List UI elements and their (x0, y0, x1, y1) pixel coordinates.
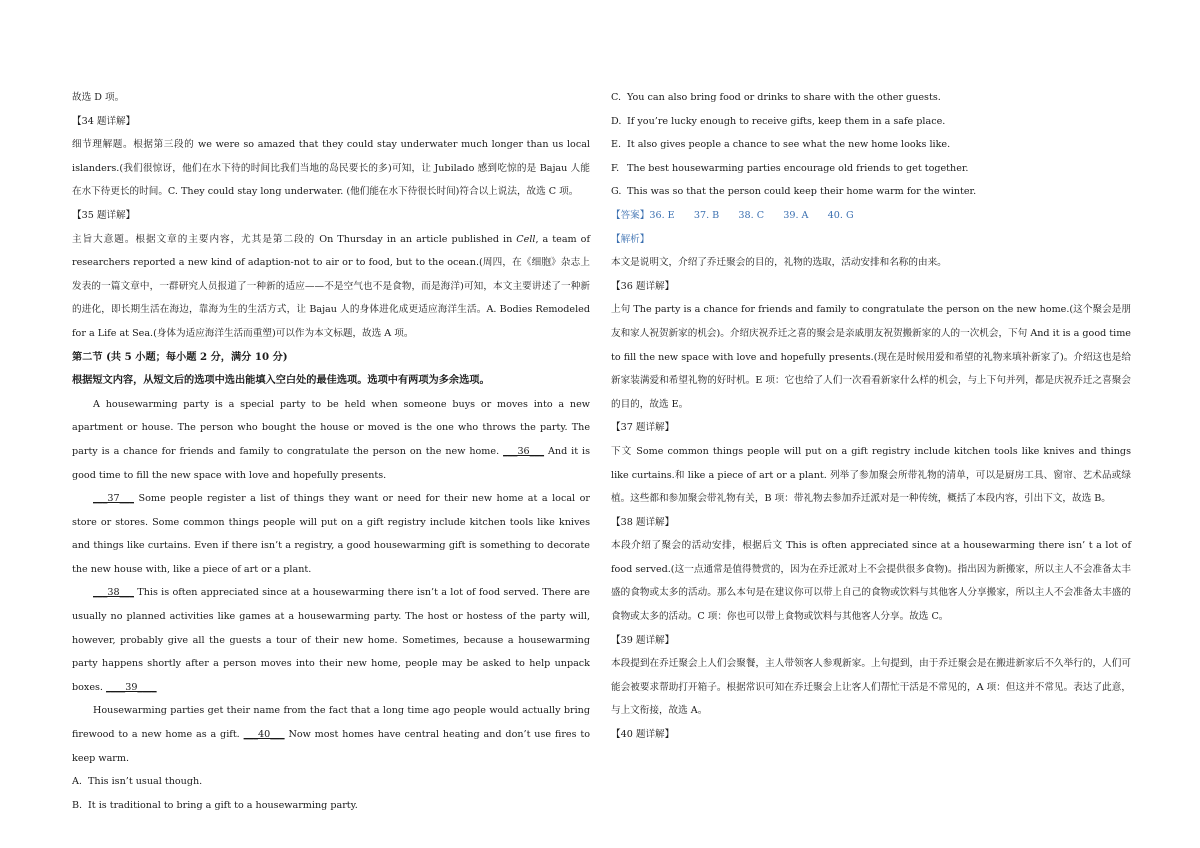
option-letter: C. (611, 92, 622, 103)
option-text: If you’re lucky enough to receive gifts, keep them in a safe place. (627, 115, 946, 127)
q34-explanation: 细节理解题。根据第三段的 we were so amazed that they could stay underwater much longer than us local islanders.(我们很惊讶，他们在水下待的时间比我们当地的岛民要长的多)可知，让 Jubilado 感到吃惊的是 Bajau 人能在水下待更长的时间。C. They could stay long underwater. (他们能在水下待很长时间)符合以上说法，故选 C 项。 (72, 139, 590, 198)
option-b (72, 794, 590, 818)
blank-38: ___38___ (93, 587, 134, 599)
blank-37: ___37___ (93, 493, 134, 505)
option-text: This isn’t usual though. (88, 776, 203, 788)
passage-text: This is often appreciated since at a housewarming there isn’t a lot of food served. There are usually no planned activities like games at a housewarming party. The host or hostess of the party will, however, probably give all the guests a tour of their new home. Sometimes, because a housewarming party happens shortly after a person moves into their new home, people may be asked to help unpack boxes. (72, 587, 590, 693)
passage-text: A housewarming party is a special party to be held when someone buys or moves into a new apartment or house. The person who bought the house or moved is the one who throws the party. The party is a chance for friends and family to congratulate the person on the new home. (72, 398, 590, 457)
option-letter: B. (72, 799, 83, 811)
option-letter: E. (611, 139, 622, 151)
passage-paragraph-2 (72, 487, 590, 581)
passage-text: Some people register a list of things they want or need for their new home at a local or store or stores. Some common things people will put on a gift registry include kitchen tools like knives and things like curtains. Even if there isn’t a registry, a good housewarming gift is something to decorate the new house with, like a piece of art or a plant. (72, 493, 590, 575)
q34-heading: 【34 题详解】 (72, 115, 136, 127)
passage-paragraph-3 (72, 581, 590, 699)
option-text: It is traditional to bring a gift to a housewarming party. (88, 799, 358, 811)
option-text: You can also bring food or drinks to share with the other guests. (627, 92, 941, 103)
option-letter: G. (611, 186, 622, 198)
blank-40: ___40___ (243, 729, 285, 741)
passage-text: And it is good time to fill the new space with love and hopefully presents. (72, 445, 590, 481)
q37-heading: 【37 题详解】 (611, 422, 675, 434)
passage-text: Now most homes have central heating and don’t use fires to keep warm. (72, 729, 590, 764)
q39-heading: 【39 题详解】 (611, 634, 675, 646)
section-title: 第二节 (共 5 小题；每小题 2 分，满分 10 分) (72, 350, 288, 363)
passage-paragraph-4 (72, 699, 590, 770)
option-text: It also gives people a chance to see what the new home looks like. (627, 139, 951, 151)
option-text: This was so that the person could keep their home warm for the winter. (627, 186, 977, 198)
option-letter: F. (611, 162, 620, 174)
blank-39: ____39____ (106, 681, 157, 693)
option-text: The best housewarming parties encourage old friends to get together. (627, 162, 969, 174)
option-f (611, 157, 1131, 181)
option-g (611, 180, 1131, 204)
q38-heading: 【38 题详解】 (611, 516, 675, 528)
q35-explanation (72, 228, 590, 346)
passage-summary: 本文是说明文，介绍了乔迁聚会的目的，礼物的选取，活动安排和名称的由来。 (611, 257, 947, 269)
answer-keys: 36. E 37. B 38. C 39. A 40. G (649, 209, 854, 221)
q39-explanation: 本段提到在乔迁聚会上人们会聚餐，主人带领客人参观新家。上句提到，由于乔迁聚会是在搬进新家后不久举行的，人们可能会被要求帮助打开箱子。根据常识可知在乔迁聚会上让客人们帮忙干活是不常见的，A 项：但这并不常见。表达了此意，与上文衔接，故选 A。 (611, 658, 1131, 717)
option-a (72, 770, 590, 794)
q37-explanation: 下文 Some common things people will put on a gift registry include kitchen tools like knives and things like curtains.和 like a piece of art or a plant. 列举了参加聚会所带礼物的清单，可以是厨房工具、窗帘、艺术品或绿植。这些都和参加聚会带礼物有关，B 项：带礼物去参加乔迁派对是一种传统，概括了本段内容，引出下文，故选 B。 (611, 445, 1131, 505)
q36-heading: 【36 题详解】 (611, 280, 675, 292)
journal-name: Cell (516, 233, 536, 245)
option-letter: A. (72, 776, 82, 788)
q36-explanation: 上句 The party is a chance for friends and family to congratulate the person on the new home.(这个聚会是朋友和家人祝贺新家的机会)。介绍庆祝乔迁之喜的聚会是亲戚朋友祝贺搬新家的人的一次机会，下句 And it is a good time to fill the new space with love and hopefully presents.(现在是时候用爱和希望的礼物来填补新家了)。介绍这也是给新家装满爱和希望礼物的好时机。E 项：它也给了人们一次看看新家什么样的机会，与上下句并列，都是庆祝乔迁之喜聚会的目的，故选 E。 (611, 304, 1131, 410)
q35-text-a: 主旨大意题。根据文章的主要内容，尤其是第二段的 On Thursday in an article published in (72, 233, 517, 245)
analysis-label: 【解析】 (611, 233, 650, 245)
passage-paragraph-1 (72, 393, 590, 487)
conclusion-line: 故选 D 项。 (72, 92, 125, 103)
q35-text-b: , a team of researchers reported a new kind of adaption-not to air or to food, but to the ocean.(周四，在《细胞》杂志上发表的一篇文章中，一群研究人员报道了一种新的适应——不是空气也不是食物，而是海洋)可知，本文主要讲述了一种新的进化，即长期生活在海边，靠海为生的生活方式，让 Bajau 人的身体进化成更适应海洋生活。A. Bodies Remodeled for a Life at Sea.(身体为适应海洋生活而重塑)可以作为本文标题，故选 A 项。 (72, 233, 590, 339)
option-e (611, 133, 1131, 157)
option-c (611, 86, 1131, 110)
right-column (611, 86, 1131, 747)
left-column (72, 86, 590, 817)
passage-text: Housewarming parties get their name from the fact that a long time ago people would actually bring firewood to a new home as a gift. (72, 705, 590, 741)
answer-line (611, 204, 1131, 228)
answer-label: 【答案】 (611, 209, 650, 221)
q40-heading: 【40 题详解】 (611, 729, 675, 741)
option-d (611, 110, 1131, 134)
option-letter: D. (611, 115, 622, 127)
section-instruction: 根据短文内容，从短文后的选项中选出能填入空白处的最佳选项。选项中有两项为多余选项。 (72, 374, 490, 387)
q35-heading: 【35 题详解】 (72, 209, 136, 221)
blank-36: ___36___ (503, 445, 545, 457)
q38-explanation: 本段介绍了聚会的活动安排，根据后文 This is often appreciated since at a housewarming there isn’ t a lot of food served.(这一点通常是值得赞赏的，因为在乔迁派对上不会提供很多食物)。指出因为新搬家，所以主人不会准备太丰盛的食物或太多的活动。那么本句是在建议你可以带上自己的食物或饮料与其他客人分享搬家，所以主人不会准备太丰盛的食物或太多的活动。C 项：你也可以带上食物或饮料与其他客人分享。故选 C。 (611, 540, 1131, 623)
